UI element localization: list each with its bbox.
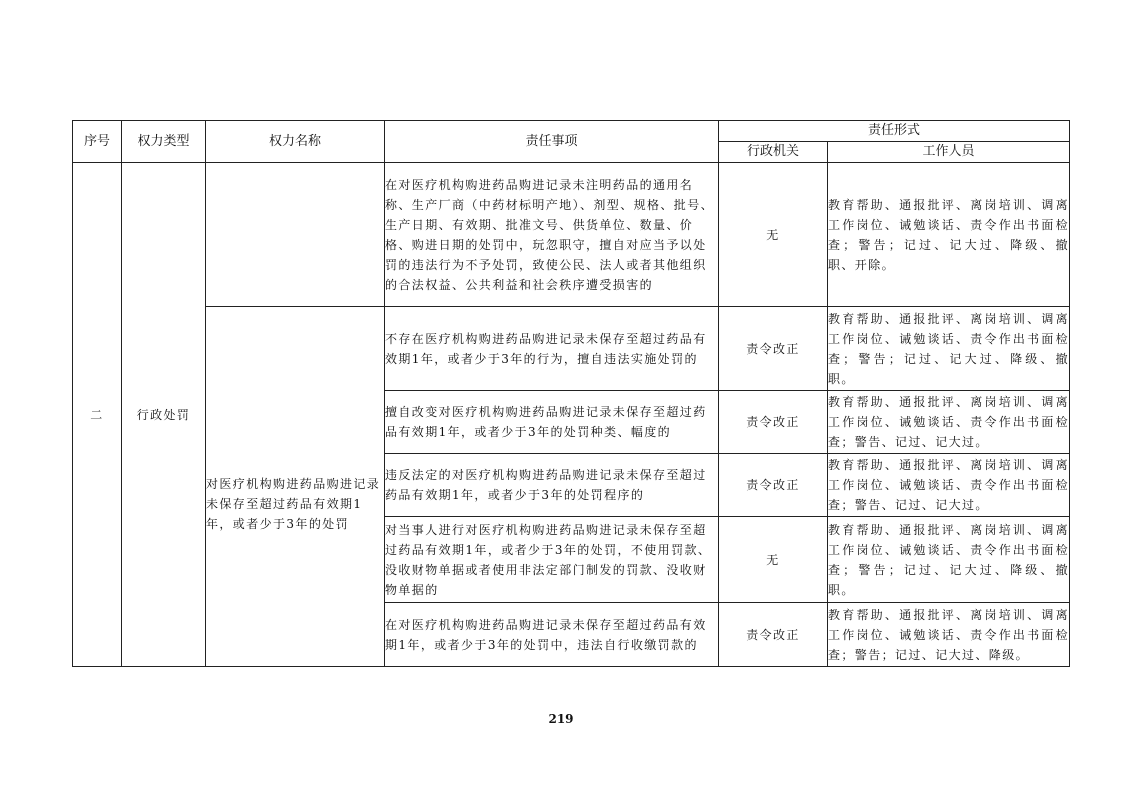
organ-cell: 责令改正 [719, 307, 828, 391]
duty-cell: 对当事人进行对医疗机构购进药品购进记录未保存至超过药品有效期1年，或者少于3年的处罚，不使用罚款、没收财物单据或者使用非法定部门制发的罚款、没收财物单据的 [385, 517, 719, 603]
responsibility-table [72, 120, 1070, 667]
organ-cell: 责令改正 [719, 454, 828, 517]
staff-cell: 教育帮助、通报批评、离岗培训、调离工作岗位、诫勉谈话、责令作出书面检查；警告；记过、记大过、降级、撤职。 [828, 517, 1070, 603]
header-duty-items: 责任事项 [385, 121, 719, 163]
staff-cell: 教育帮助、通报批评、离岗培训、调离工作岗位、诫勉谈话、责令作出书面检查；警告、记过、记大过。 [828, 454, 1070, 517]
header-row [73, 121, 1070, 142]
duty-cell: 在对医疗机构购进药品购进记录未保存至超过药品有效期1年，或者少于3年的处罚中，违法自行收缴罚款的 [385, 603, 719, 667]
organ-cell: 无 [719, 517, 828, 603]
duty-cell: 在对医疗机构购进药品购进记录未注明药品的通用名称、生产厂商（中药材标明产地）、剂型、规格、批号、生产日期、有效期、批准文号、供货单位、数量、价格、购进日期的处罚中，玩忽职守，擅自对应当予以处罚的违法行为不予处罚，致使公民、法人或者其他组织的合法权益、公共利益和社会秩序遭受损害的 [385, 163, 719, 307]
power-name-cell: 对医疗机构购进药品购进记录未保存至超过药品有效期1年，或者少于3年的处罚 [206, 307, 385, 667]
duty-cell: 不存在医疗机构购进药品购进记录未保存至超过药品有效期1年，或者少于3年的行为，擅自违法实施处罚的 [385, 307, 719, 391]
table-row [73, 163, 1070, 307]
organ-cell: 责令改正 [719, 391, 828, 454]
duty-cell: 违反法定的对医疗机构购进药品购进记录未保存至超过药品有效期1年，或者少于3年的处罚程序的 [385, 454, 719, 517]
staff-cell: 教育帮助、通报批评、离岗培训、调离工作岗位、诫勉谈话、责令作出书面检查；警告；记过、记大过、降级。 [828, 603, 1070, 667]
header-power-type: 权力类型 [122, 121, 206, 163]
power-name-cell-empty [206, 163, 385, 307]
header-admin-organ: 行政机关 [719, 142, 828, 163]
organ-cell: 无 [719, 163, 828, 307]
header-power-name: 权力名称 [206, 121, 385, 163]
staff-cell: 教育帮助、通报批评、离岗培训、调离工作岗位、诫勉谈话、责令作出书面检查；警告；记过、记大过、降级、撤职、开除。 [828, 163, 1070, 307]
seq-cell: 二 [73, 163, 122, 667]
page-number: 219 [548, 712, 574, 726]
organ-cell: 责令改正 [719, 603, 828, 667]
table-row [73, 307, 1070, 391]
header-staff: 工作人员 [828, 142, 1070, 163]
staff-cell: 教育帮助、通报批评、离岗培训、调离工作岗位、诫勉谈话、责令作出书面检查；警告、记过、记大过。 [828, 391, 1070, 454]
staff-cell: 教育帮助、通报批评、离岗培训、调离工作岗位、诫勉谈话、责令作出书面检查；警告；记过、记大过、降级、撤职。 [828, 307, 1070, 391]
power-type-cell: 行政处罚 [122, 163, 206, 667]
header-seq: 序号 [73, 121, 122, 163]
duty-cell: 擅自改变对医疗机构购进药品购进记录未保存至超过药品有效期1年，或者少于3年的处罚种类、幅度的 [385, 391, 719, 454]
header-resp-form: 责任形式 [719, 121, 1070, 142]
